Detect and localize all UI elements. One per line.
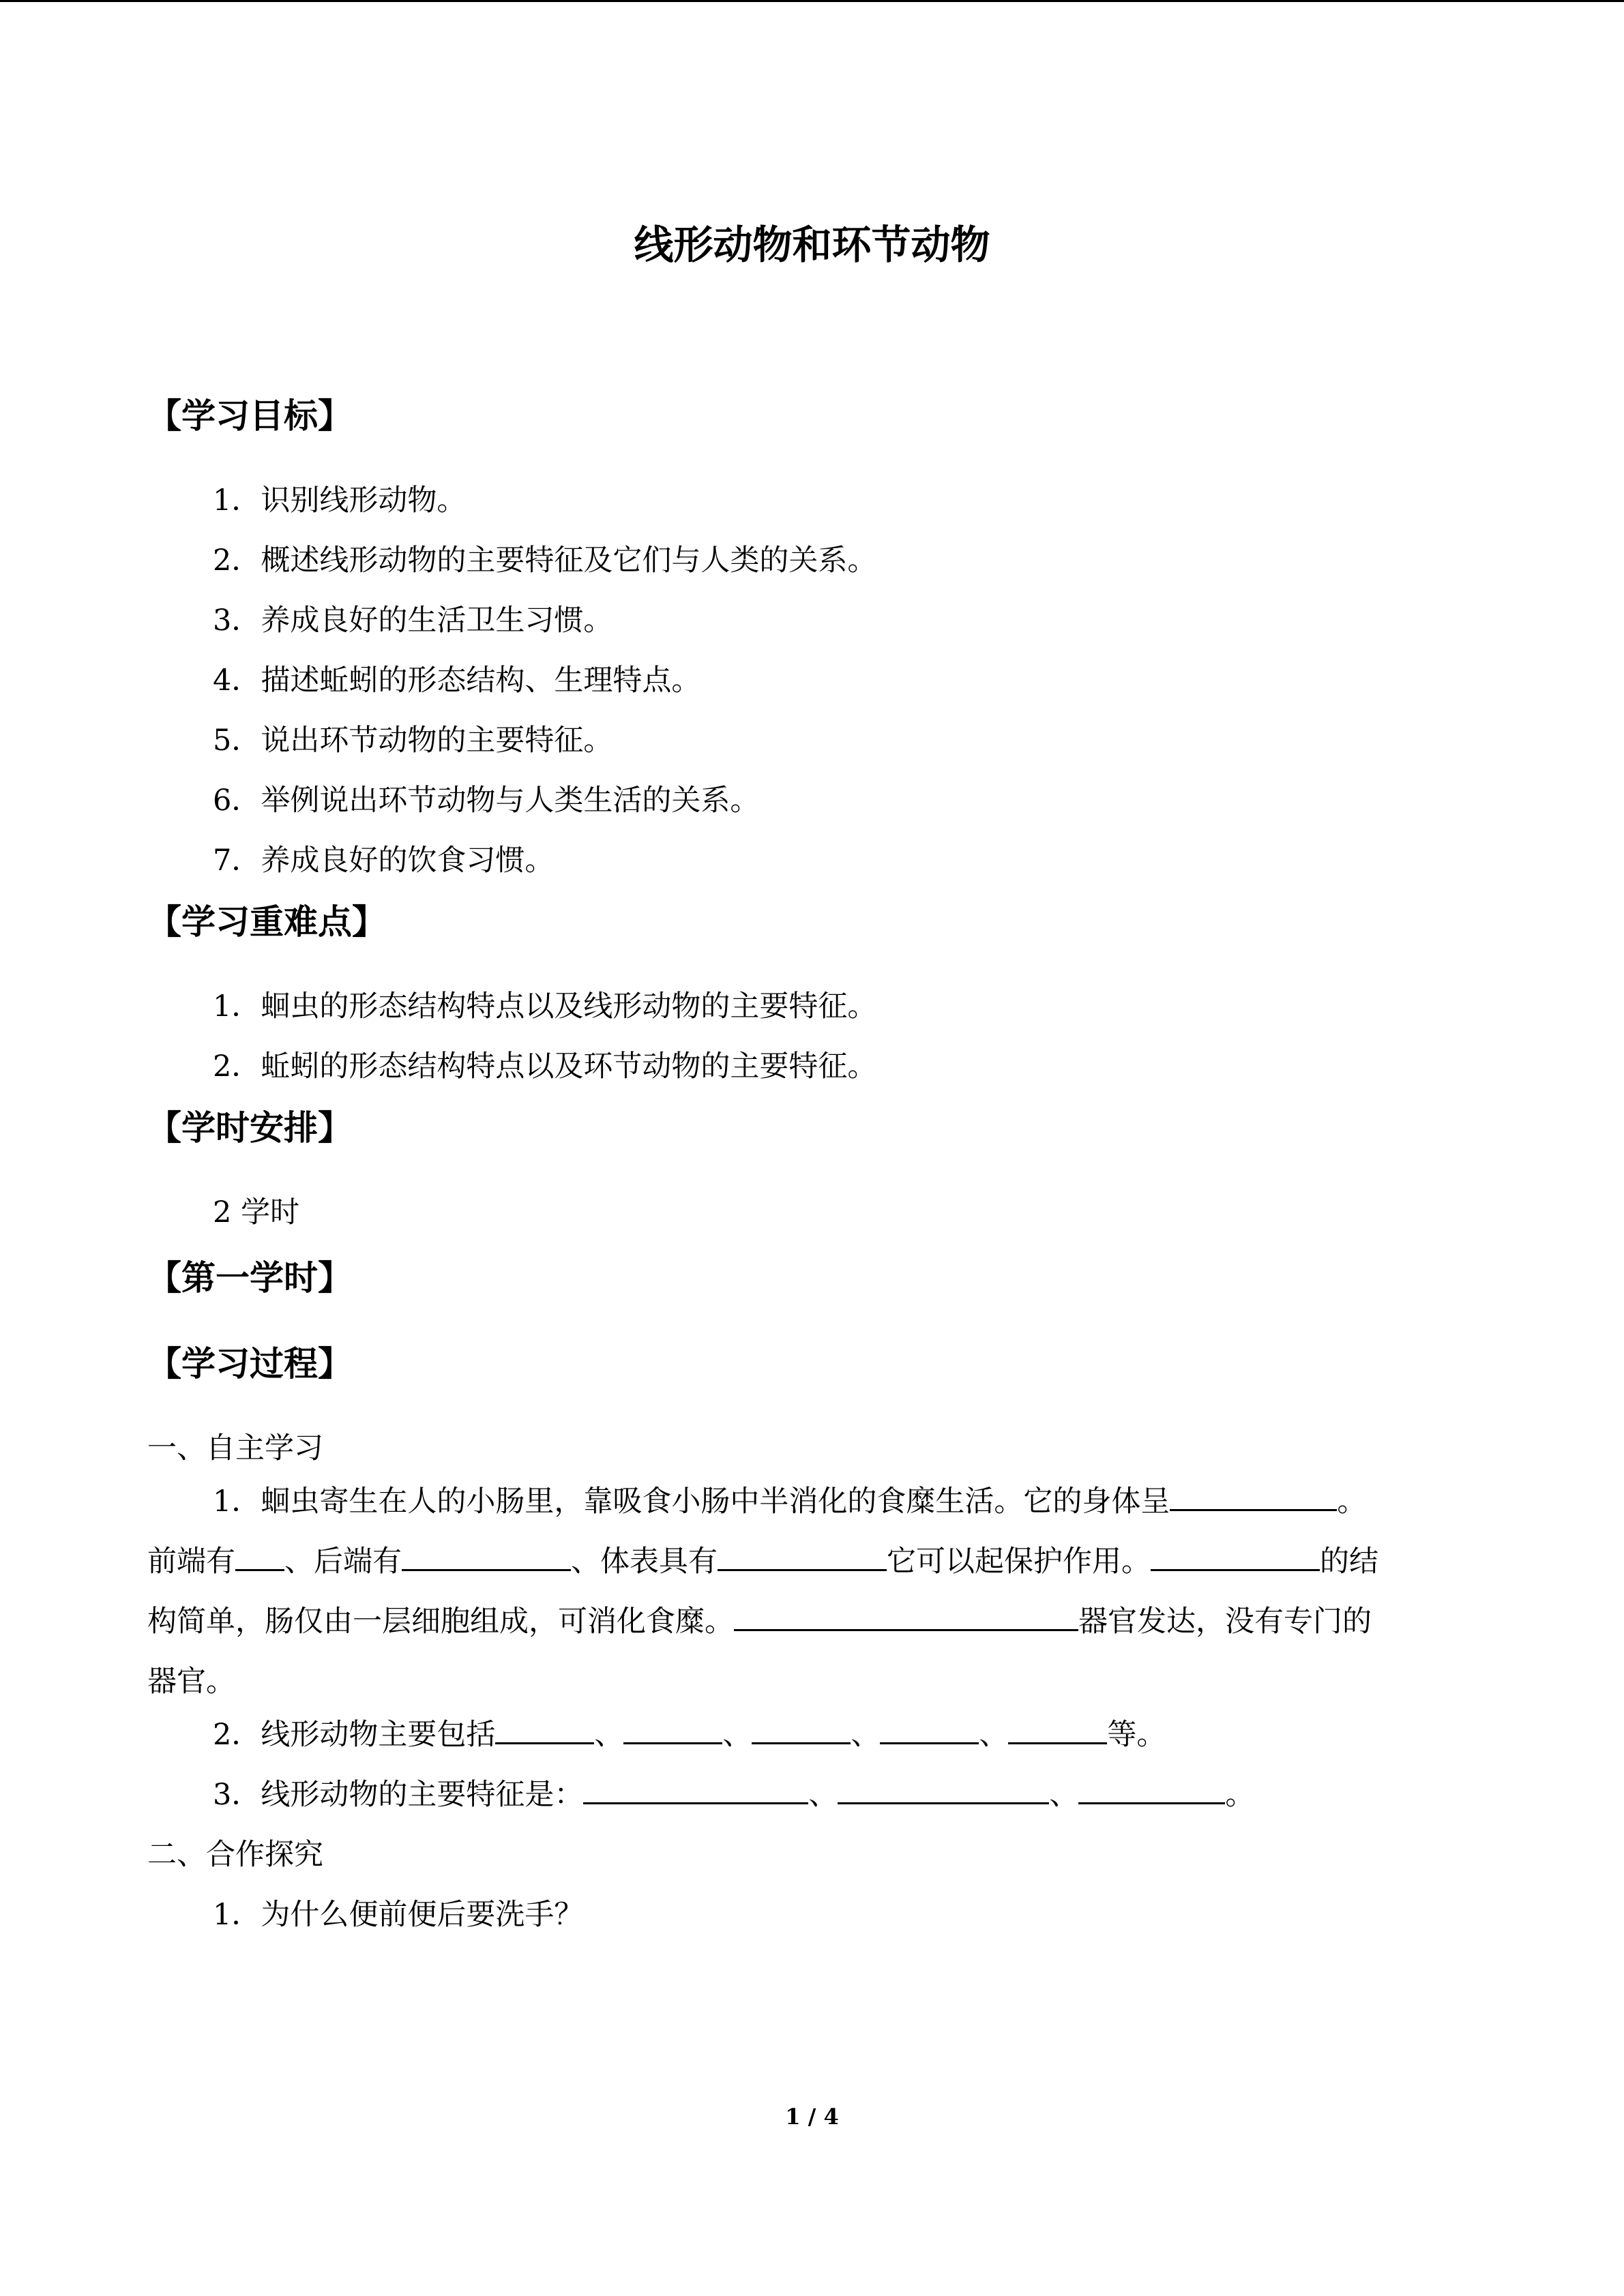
section-heading-schedule: 【学时安排】 (147, 1108, 352, 1148)
answer-blank[interactable] (734, 1602, 1078, 1631)
answer-blank[interactable] (495, 1715, 594, 1744)
section-heading-goals: 【学习目标】 (147, 396, 352, 436)
answer-blank[interactable] (1078, 1775, 1225, 1804)
page-number: 1 / 4 (785, 2104, 839, 2130)
goal-item: 3．养成良好的生活卫生习惯。 (213, 603, 613, 638)
page-title: 线形动物和环节动物 (634, 222, 990, 268)
section-heading-process: 【学习过程】 (147, 1344, 352, 1384)
answer-blank[interactable] (880, 1715, 979, 1744)
answer-blank[interactable] (623, 1715, 722, 1744)
answer-blank[interactable] (718, 1542, 887, 1571)
schedule-text: 2 学时 (213, 1195, 300, 1229)
question-3: 3．线形动物的主要特征是： 、 、 。 (213, 1772, 1254, 1813)
key-point-item: 1．蛔虫的形态结构特点以及线形动物的主要特征。 (213, 989, 877, 1024)
answer-blank[interactable] (838, 1775, 1049, 1804)
goal-item: 5．说出环节动物的主要特征。 (213, 724, 613, 758)
section-heading-first-period: 【第一学时】 (147, 1258, 352, 1298)
answer-blank[interactable] (235, 1542, 284, 1571)
goal-item: 6．举例说出环节动物与人类生活的关系。 (213, 784, 760, 818)
key-point-item: 2．蚯蚓的形态结构特点以及环节动物的主要特征。 (213, 1049, 877, 1084)
question-2: 2．线形动物主要包括 、 、 、 、 等。 (213, 1712, 1166, 1753)
answer-blank[interactable] (1170, 1482, 1337, 1511)
goal-item: 4．描述蚯蚓的形态结构、生理特点。 (213, 664, 701, 698)
goal-item: 7．养成良好的饮食习惯。 (213, 844, 555, 878)
goal-item: 1．识别线形动物。 (213, 483, 467, 518)
part2-question-1: 1．为什么便前便后要洗手？ (213, 1898, 584, 1932)
answer-blank[interactable] (1008, 1715, 1107, 1744)
goal-item: 2．概述线形动物的主要特征及它们与人类的关系。 (213, 543, 877, 578)
answer-blank[interactable] (752, 1715, 851, 1744)
part2-heading: 二、合作探究 (147, 1838, 323, 1872)
answer-blank[interactable] (583, 1775, 808, 1804)
section-heading-key-points: 【学习重难点】 (147, 902, 386, 942)
answer-blank[interactable] (1151, 1542, 1320, 1571)
answer-blank[interactable] (402, 1542, 571, 1571)
part1-heading: 一、自主学习 (147, 1431, 323, 1465)
question-1-paragraph: 1．蛔虫寄生在人的小肠里，靠吸食小肠中半消化的食糜生活。它的身体呈 。 前端有 、后端有 、体表具有 它可以起保护作用。 的结 构简单，肠仅由一层细胞组成，可消化食糜。 器官发达，没有专门的 器官。 (147, 1472, 1477, 1712)
